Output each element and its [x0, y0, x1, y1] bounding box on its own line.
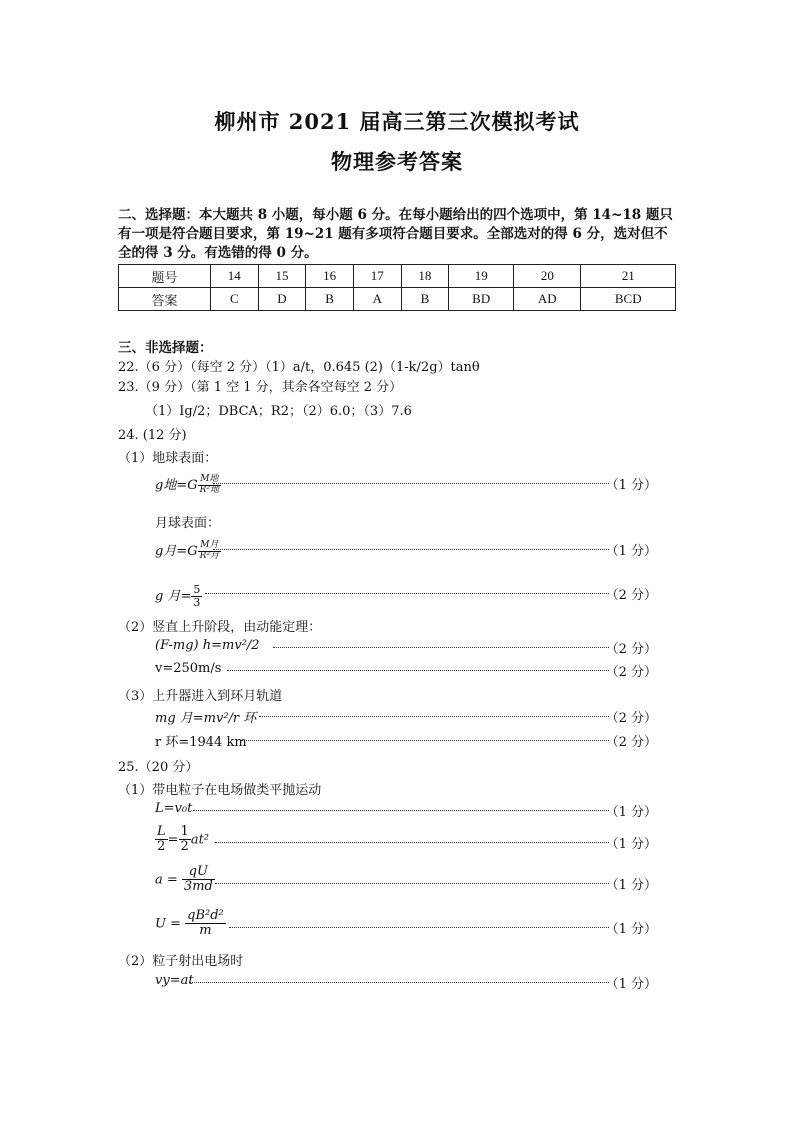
fraction-denominator: m	[199, 923, 212, 939]
equation-row	[155, 801, 657, 821]
equation-text: r 环=1944 km	[155, 735, 247, 750]
page-title: 柳州市 2021 届高三第三次模拟考试	[214, 109, 580, 134]
table-row	[119, 288, 676, 311]
fraction-numerator: M地	[198, 475, 221, 486]
table-row-header: 题号	[119, 265, 211, 288]
q24-moon-surface: 月球表面：	[155, 516, 221, 531]
table-row-header: 答案	[119, 288, 211, 311]
equation-lhs: g 月=	[155, 589, 192, 605]
leader-dots	[215, 842, 609, 843]
table-cell: B	[306, 288, 354, 311]
section3-heading: 三、非选择题：	[118, 340, 213, 356]
equation-row	[155, 540, 657, 560]
table-cell: C	[210, 288, 258, 311]
equation-row	[155, 707, 657, 727]
equation-row	[155, 864, 657, 895]
equation-lhs: U =	[155, 916, 181, 932]
score-label: （2 分）	[605, 665, 657, 680]
equation-row	[155, 973, 657, 993]
leader-dots	[213, 549, 609, 550]
equation-row	[155, 661, 657, 681]
equation-row	[155, 583, 657, 610]
score-label: （1 分）	[605, 544, 657, 559]
leader-dots	[205, 593, 609, 594]
table-cell: 20	[514, 265, 581, 288]
q25-heading: 25.（20 分）	[118, 760, 199, 775]
table-cell: D	[258, 288, 306, 311]
equation-row	[155, 638, 657, 658]
score-label: （2 分）	[605, 642, 657, 657]
section2-line2: 有一项是符合题目要求，第 19~21 题有多项符合题目要求。全部选对的得 6 分，选对但不	[118, 226, 668, 242]
leader-dots	[193, 810, 609, 811]
leader-dots	[227, 670, 609, 671]
q24-heading: 24. (12 分)	[118, 428, 187, 443]
score-label: （2 分）	[605, 588, 657, 603]
q24-part1: （1）地球表面：	[118, 451, 218, 466]
fraction-denominator: 2	[157, 839, 166, 855]
fraction-numerator: 1	[180, 824, 189, 839]
answer-table	[118, 264, 676, 311]
table-cell: 14	[210, 265, 258, 288]
table-cell: A	[353, 288, 401, 311]
score-label: （1 分）	[605, 478, 657, 493]
score-label: （2 分）	[605, 711, 657, 726]
equation-tail: at²	[190, 832, 210, 848]
table-row	[119, 265, 676, 288]
equals-sign: =	[167, 832, 179, 848]
table-cell: B	[401, 288, 449, 311]
fraction-denominator: 2	[180, 839, 189, 855]
page-subtitle: 物理参考答案	[331, 149, 463, 174]
q23-heading: 23.（9 分）（第 1 空 1 分，其余各空每空 2 分）	[118, 380, 403, 395]
table-cell: 19	[449, 265, 514, 288]
q23-answer: （1）Ig/2；DBCA；R2；（2）6.0；（3）7.6	[145, 404, 412, 419]
equation-text: v=250m/s	[155, 661, 222, 676]
equation-lhs: g地=G	[155, 478, 198, 493]
equation-lhs: g月=G	[155, 544, 198, 559]
leader-dots	[213, 483, 609, 484]
equation-text: (F-mg) h=mv²/2	[155, 638, 260, 653]
fraction-denominator: R²月	[199, 551, 219, 561]
table-cell: AD	[514, 288, 581, 311]
fraction-numerator: M月	[198, 541, 221, 552]
fraction-denominator: 3	[193, 596, 201, 610]
score-label: （1 分）	[605, 922, 657, 937]
equation-text: mg 月=mv²/r 环	[155, 711, 257, 726]
table-cell: 15	[258, 265, 306, 288]
fraction-numerator: L	[157, 824, 166, 839]
table-cell: BD	[449, 288, 514, 311]
equation-lhs: a =	[155, 872, 178, 888]
q25-part1: （1）带电粒子在电场做类平抛运动	[118, 783, 322, 798]
equation-row	[155, 731, 657, 751]
table-cell: 21	[581, 265, 676, 288]
q25-part2: （2）粒子射出电场时	[118, 954, 244, 969]
score-label: （1 分）	[605, 977, 657, 992]
fraction-numerator: 5	[193, 583, 201, 596]
fraction-denominator: R²地	[199, 485, 219, 495]
equation-row	[155, 824, 657, 855]
score-label: （1 分）	[605, 878, 657, 893]
section2-heading: 二、选择题：本大题共 8 小题，每小题 6 分。在每小题给出的四个选项中，第 14~18 题只	[118, 207, 673, 223]
fraction-numerator: qU	[182, 865, 215, 880]
fraction-numerator: qB²d²	[187, 908, 224, 923]
equation-text: vy=at	[155, 973, 194, 988]
section2-line3: 全的得 3 分。有选错的得 0 分。	[118, 245, 318, 261]
leader-dots	[259, 716, 609, 717]
score-label: （2 分）	[605, 735, 657, 750]
leader-dots	[189, 982, 609, 983]
table-cell: 18	[401, 265, 449, 288]
table-cell: BCD	[581, 288, 676, 311]
q22-answer: 22.（6 分）（每空 2 分）（1）a/t，0.645 (2)（1-k/2g）tanθ	[118, 360, 480, 375]
table-cell: 17	[353, 265, 401, 288]
leader-dots	[215, 883, 609, 884]
equation-row	[155, 908, 657, 939]
q24-part2: （2）竖直上升阶段，由动能定理：	[118, 620, 322, 635]
equation-text: L=v₀t	[155, 801, 193, 816]
fraction-denominator: 3md	[183, 879, 213, 895]
table-cell: 16	[306, 265, 354, 288]
score-label: （1 分）	[605, 805, 657, 820]
equation-row	[155, 474, 657, 494]
leader-dots	[229, 927, 609, 928]
q24-part3: （3）上升器进入到环月轨道	[118, 689, 283, 704]
score-label: （1 分）	[605, 837, 657, 852]
leader-dots	[273, 647, 609, 648]
leader-dots	[241, 740, 609, 741]
